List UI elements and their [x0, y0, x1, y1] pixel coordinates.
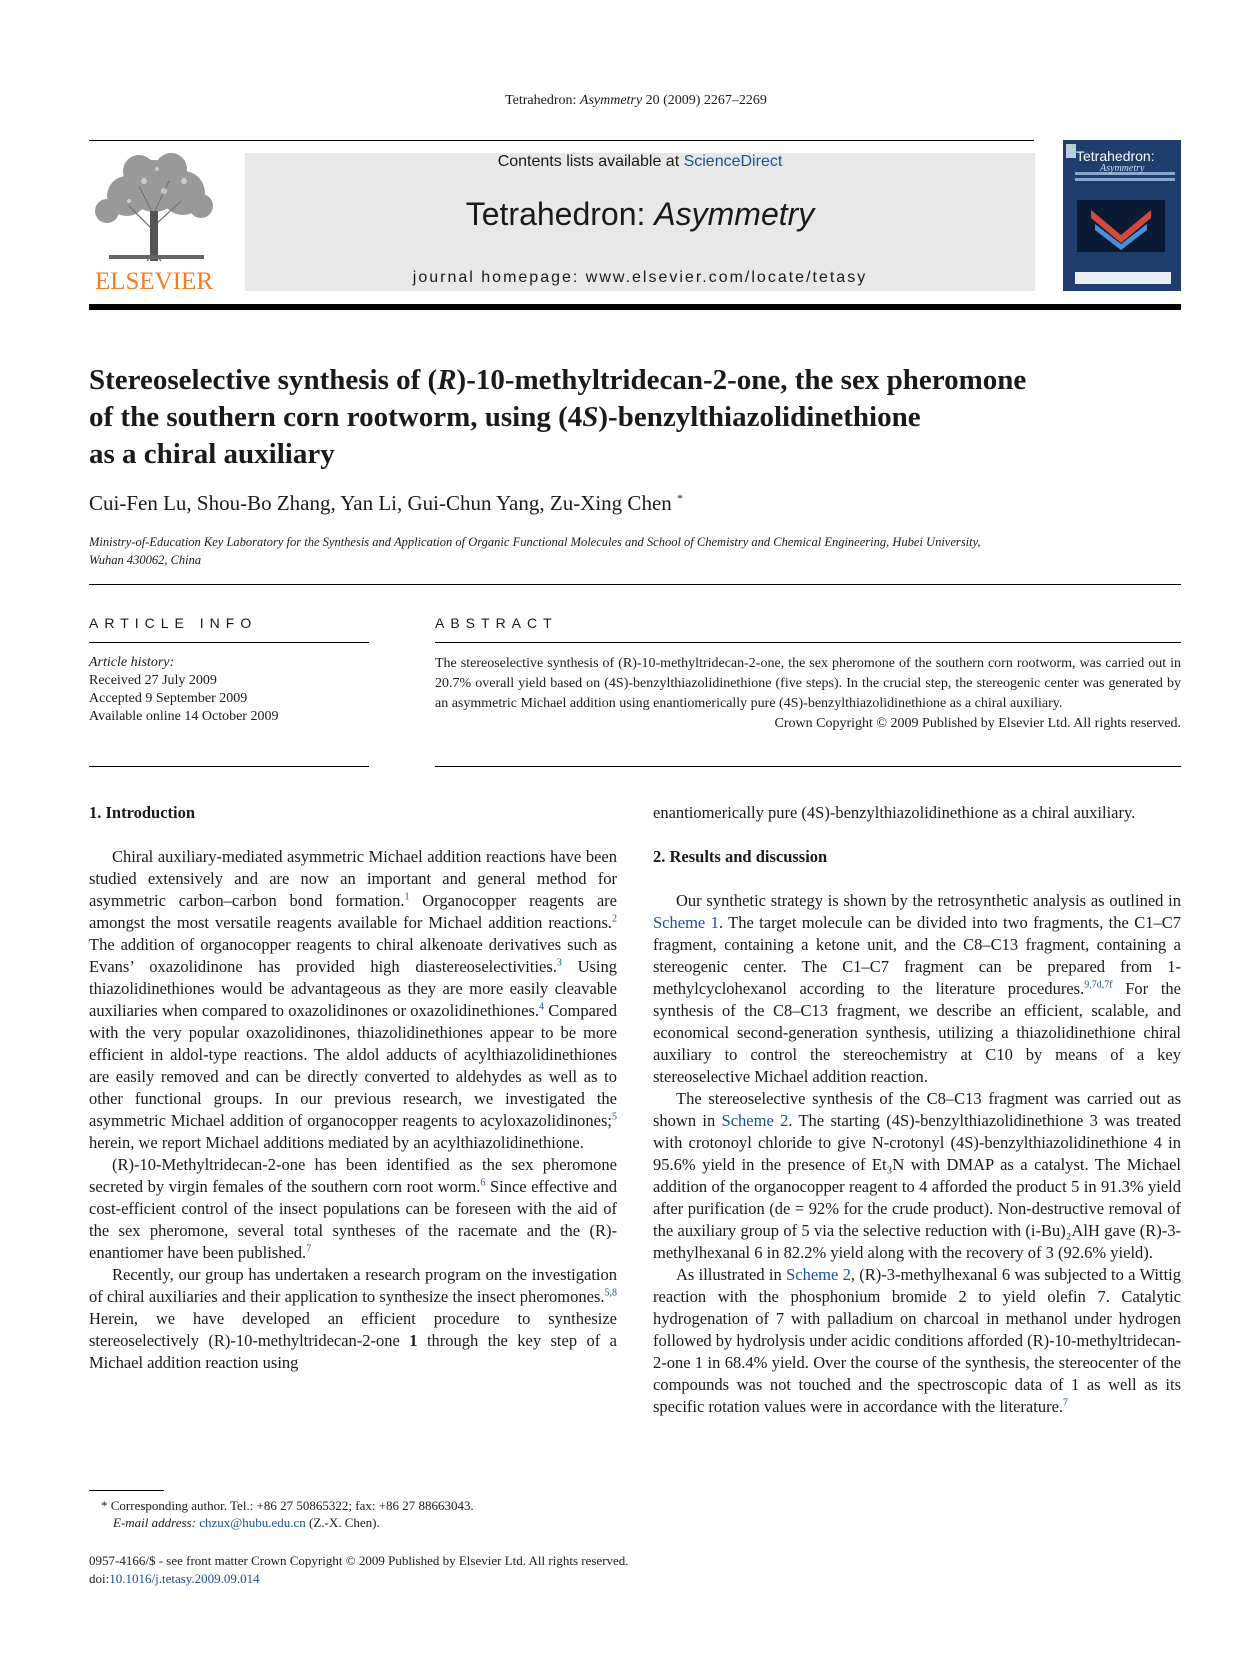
- results-paragraph-3: As illustrated in Scheme 2, (R)-3-methylhexanal 6 was subjected to a Wittig reaction with the phosphonium bromide 2 to yield olefin 7. Catalytic hydrogenation of 7 with palladium on charcoal in methanol under hydrogen followed by hydrolysis under acidic conditions afforded (R)-10-methyltridecan-2-one 1 in 68.4% yield. Over the course of the synthesis, the stereocenter of the compounds was not touched and the spectroscopic data of 1 as well as its specific rotation values were in accordance with the literature.$^7$: [653, 1265, 1182, 1416]
- author-list: Cui-Fen Lu, Shou-Bo Zhang, Yan Li, Gui-Chun Yang, Zu-Xing Chen *: [89, 491, 684, 515]
- abstract-rule-top: [435, 642, 1181, 643]
- left-column: [89, 802, 617, 1374]
- doi-link[interactable]: 10.1016/j.tetasy.2009.09.014: [109, 1571, 260, 1586]
- cover-title: Tetrahedron:: [1076, 148, 1155, 164]
- article-history: Article history: Received 27 July 2009 Accepted 9 September 2009 Available online 14 October 2009: [89, 655, 279, 724]
- footnote-rule: [89, 1490, 164, 1491]
- affiliation: Ministry-of-Education Key Laboratory for the Synthesis and Application of Organic Functional Molecules and School of Chemistry and Chemical Engineering, Hubei University, Wuhan 430062, China: [89, 535, 981, 567]
- cover-subtitle: Asymmetry: [1100, 163, 1145, 174]
- page-footer: 0957-4166/$ - see front matter Crown Copyright © 2009 Published by Elsevier Ltd. All rights reserved. doi:10.1016/j.tetasy.2009.09.014: [89, 1553, 629, 1586]
- section-heading-results: 2. Results and discussion: [653, 847, 828, 866]
- email-link[interactable]: chzux@hubu.edu.cn: [199, 1515, 306, 1530]
- scheme-1-link[interactable]: Scheme 1: [653, 913, 719, 932]
- journal-citation: Tetrahedron: Asymmetry 20 (2009) 2267–2269: [505, 93, 767, 108]
- sciencedirect-link[interactable]: ScienceDirect: [683, 153, 783, 170]
- intro-paragraph-3: Recently, our group has undertaken a research program on the investigation of chiral auxiliaries and their application to synthesize the insect pheromones.$^{5,8}$ Herein, we have developed an efficient procedure to synthesize stereoselectively (R)-10-methyltridecan-2-one 1 through the key step of a Michael addition reaction using: [89, 1265, 617, 1372]
- article-title: Stereoselective synthesis of (R)-10-methyltridecan-2-one, the sex pheromone of the southern corn rootworm, using (4S)-benzylthiazolidinethione as a chiral auxiliary: [89, 364, 1027, 470]
- scheme-2-link-second[interactable]: Scheme 2: [786, 1265, 851, 1284]
- continued-paragraph: enantiomerically pure (4S)-benzylthiazolidinethione as a chiral auxiliary.: [653, 803, 1136, 822]
- abstract-text: The stereoselective synthesis of (R)-10-methyltridecan-2-one, the sex pheromone of the southern corn rootworm, was carried out in 20.7% overall yield based on (4S)-benzylthiazolidinethione (five steps). In the crucial step, the stereogenic center was generated by an asymmetric Michael addition using enantiomerically pure (4S)-benzylthiazolidinethione as a chiral auxiliary. Crown Copyright © 2009 Published by Elsevier Ltd. All rights reserved.: [435, 654, 1181, 734]
- abstract-rule-bottom: [435, 766, 1181, 767]
- journal-homepage[interactable]: journal homepage: www.elsevier.com/locate/tetasy: [412, 269, 868, 286]
- abstract-heading: ABSTRACT: [435, 615, 558, 631]
- section-heading-introduction: 1. Introduction: [89, 803, 196, 822]
- results-paragraph-2: The stereoselective synthesis of the C8–C13 fragment was carried out as shown in Scheme 2. The starting (4S)-benzylthiazolidinethione 3 was treated with crotonoyl chloride to give N-crotonyl (4S)-benzylthiazolidinethione 4 in 95.6% yield in the presence of Et₃N with DMAP as a catalyst. The Michael addition of the organocopper reagent to 4 afforded the product 5 in 91.3% yield after purification (de = 92% for the crude product). Non-destructive removal of the auxiliary group of 5 via the selective reduction with (i-Bu)₂AlH gave (R)-3-methylhexanal 6 in 82.2% yield along with the recovery of 3 (92.6% yield).: [653, 1089, 1181, 1262]
- publisher-name: ELSEVIER: [94, 268, 214, 295]
- journal-title: Tetrahedron: Asymmetry: [465, 196, 815, 232]
- header-rule: [89, 140, 1034, 141]
- corresponding-footnote: * Corresponding author. Tel.: +86 27 50865322; fax: +86 27 88663043. E-mail address: chzux@hubu.edu.cn (Z.-X. Chen).: [101, 1498, 474, 1530]
- contents-line: Contents lists available at ScienceDirect: [497, 153, 783, 170]
- intro-paragraph-1: Chiral auxiliary-mediated asymmetric Michael addition reactions have been studied extensively and are now an important and general method for asymmetric carbon–carbon bond formation.$^1$ Organocopper reagents are amongst the most versatile reagents available for Michael addition reactions.$^2$ The addition of organocopper reagents to chiral alkenoate derivatives such as Evans’ oxazolidinone has provided high diastereoselectivities.$^3$ Using thiazolidinethiones would be advantageous as they are more easily cleavable auxiliaries when compared to oxazolidinones or oxazolidinethiones.$^4$ Compared with the very popular oxazolidinones, thiazolidinethiones appear to be more efficient in aldol-type reactions. The aldol adducts of acylthiazolidinethiones are easily removed and can be directly converted to aldehydes as well as to other functional groups. In our previous research, we investigated the asymmetric Michael addition of organocopper reagents to acyloxazolidinones;$^5$ herein, we report Michael additions mediated by an acylthiazolidinethione.: [89, 847, 618, 1152]
- title-rule: [89, 584, 1181, 585]
- header-thick-rule: [89, 304, 1181, 310]
- scheme-2-link[interactable]: Scheme 2: [721, 1111, 789, 1130]
- corresponding-mark[interactable]: *: [677, 491, 684, 505]
- abstract-copyright: Crown Copyright © 2009 Published by Elsevier Ltd. All rights reserved.: [774, 716, 1181, 731]
- intro-paragraph-2: (R)-10-Methyltridecan-2-one has been identified as the sex pheromone secreted by virgin females of the southern corn root worm.$^6$ Since effective and cost-efficient control of the insect populations can be foreseen with the aid of the sex pheromone, several total syntheses of the racemate and the (R)-enantiomer have been published.$^7$: [89, 1155, 617, 1262]
- info-rule-top: [89, 642, 369, 643]
- info-rule-bottom: [89, 766, 369, 767]
- results-paragraph-1: Our synthetic strategy is shown by the retrosynthetic analysis as outlined in Scheme 1. The target molecule can be divided into two fragments, the C1–C7 fragment, containing a ketone unit, and the C8–C13 fragment, containing a stereogenic center. The C1–C7 fragment can be prepared from 1-methylcyclohexanol according to the literature procedures.$^{9,7d,7f}$ For the synthesis of the C8–C13 fragment, we describe an efficient, scalable, and economical second-generation synthesis, utilizing a thiazolidinethione chiral auxiliary to control the stereochemistry at C10 by means of a key stereoselective Michael addition reaction.: [653, 891, 1181, 1086]
- right-column: [653, 802, 1181, 1418]
- article-info-heading: ARTICLE INFO: [89, 615, 258, 631]
